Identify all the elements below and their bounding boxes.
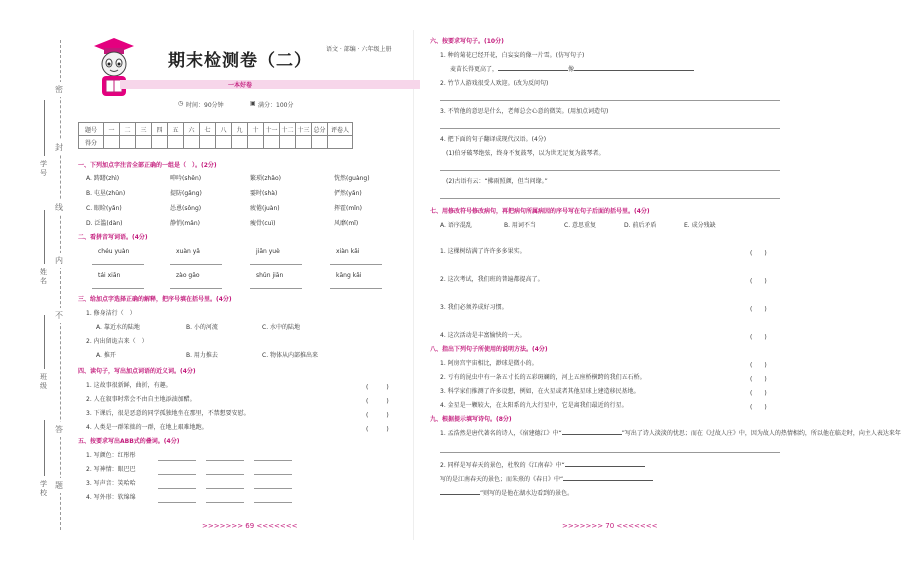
answer-line[interactable] [254,488,292,489]
question-text: 1. 这故事很新鲜，曲折，有趣。 [86,382,172,389]
score-cell: 四 [152,123,168,136]
prompt-text: 写的是江南春天的景色；而朱熹的《春日》中“ [440,476,564,483]
answer-parens[interactable]: ( ) [366,426,389,433]
score-input-cell[interactable] [104,136,120,149]
option-text: D. 前后矛盾 [624,222,657,229]
option-text: C. 意思重复 [564,222,597,229]
seal-word: 内 [55,253,63,268]
score-cell: 十一 [264,123,280,136]
score-cell: 十三 [296,123,312,136]
pinyin-label: shǔn jiān [256,272,284,279]
option-text: A. 语序混乱 [440,222,472,229]
question-text: 4. 人类是一群笨拙的一群，在地上艰难地跑。 [86,424,208,431]
option-text: C. 眼睑(yǎn) [86,205,122,212]
question-text: 4. 把下面的句子翻译成现代汉语。(4分) [440,136,547,143]
option-text: 瘦骨(cuì) [250,220,276,227]
answer-line[interactable] [206,460,244,461]
answer-line[interactable] [440,452,780,453]
score-input-cell[interactable] [216,136,232,149]
option-text: 提防(gǎng) [170,190,202,197]
option-text: 霎时(shà) [250,190,278,197]
answer-line[interactable] [440,128,780,129]
seal-word: 线 [55,200,63,215]
question-prefix [450,66,694,74]
pinyin-label: zào gāo [176,272,200,279]
exam-time: 时间：90分钟 [186,102,224,109]
option-text: 静悄(mǎn) [170,220,201,227]
section-7-heading: 七、用修改符号修改病句，再把病句所属病因的序号写在句子后面的括号里。(4分) [430,208,650,215]
field-line [44,420,45,476]
clock-icon: ◷ [178,100,184,107]
seal-word: 题 [55,478,63,493]
score-cell: 二 [120,123,136,136]
field-class: 班级 [40,373,47,390]
score-input-cell[interactable] [152,136,168,149]
question-text: 3. 我们必须养成好习惯。 [440,304,508,311]
mascot-illustration [92,36,136,102]
pinyin-label: xiàn kǎi [336,248,360,255]
answer-line[interactable] [158,488,196,489]
option-text: D. 泛滥(dàn) [86,220,123,227]
subject-note: 语文 · 部编 · 六年级上册 [326,46,392,53]
left-page [0,0,414,562]
right-page [414,0,901,562]
score-cell: 十 [248,123,264,136]
score-cell: 得分 [79,136,104,149]
score-cell: 九 [232,123,248,136]
answer-parens[interactable]: ( ) [750,404,767,411]
score-cell: 三 [136,123,152,136]
option-text: A. 推开 [96,352,116,359]
pinyin-label: tái xiān [98,272,121,279]
answer-line[interactable] [206,488,244,489]
score-cell: 一 [104,123,120,136]
score-cell: 八 [216,123,232,136]
question-text: (2)古语有云：“拂雨照颜，但当问缘。” [446,178,548,185]
pinyin-answer-box[interactable] [330,264,382,265]
pinyin-answer-box[interactable] [250,288,302,289]
question-text: 3. 下课后，很是恶意的同学孤独地坐在那里，不禁想要安慰。 [86,410,250,417]
question-text: 2. 竹节人游戏很受人欢迎。(改为反问句) [440,80,549,87]
pinyin-label: xuàn yǎ [176,248,200,255]
prompt-text: ”则写的是他在湖水边看到的景色。 [480,490,574,497]
score-cell: 评卷人 [328,123,353,136]
score-input-cell[interactable] [328,136,353,149]
answer-line[interactable] [206,502,244,503]
score-input-cell[interactable] [184,136,200,149]
section-8-heading: 八、指出下列句子所使用的说明方法。(4分) [430,346,548,353]
section-9-heading: 九、根据提示填写诗句。(8分) [430,416,512,423]
score-table [78,122,353,149]
answer-parens[interactable]: ( ) [750,250,767,257]
answer-blank[interactable] [565,466,645,467]
poem-question [440,490,573,498]
option-text: B. 用力推去 [186,352,218,359]
pinyin-label: jiān yuè [256,248,280,255]
seal-word: 封 [55,140,63,155]
option-text: C. 物体从内部推出来 [262,352,319,359]
option-text: C. 水中的陆地 [262,324,301,331]
option-text: 怂恿(sǒng) [170,205,202,212]
question-text: 4. 写外形：软绵绵 [86,494,136,501]
field-school: 学校 [40,480,47,497]
pinyin-label: kāng kǎi [336,272,362,279]
answer-line[interactable] [440,100,780,101]
question-text: 1. 这棵树结满了许许多多果实。 [440,248,526,255]
question-text: 2. 这次考试，我们班的普遍都提高了。 [440,276,544,283]
question-text: 1. 写颜色：红彤彤 [86,452,136,459]
score-input-cell[interactable] [168,136,184,149]
option-text: A. 靠近水的陆地 [96,324,140,331]
score-input-cell[interactable] [296,136,312,149]
section-6-heading: 六、按要求写句子。(10分) [430,38,504,45]
question-text: 3. 不管他的意思是什么，老师总会心意的微笑。(用加点词造句) [440,108,609,115]
page-title: 期末检测卷（二） [168,51,312,71]
prompt-text: 像 [568,66,575,73]
question-text: 1. 阿房宫宇宙相比，渺球是微小的。 [440,360,538,367]
poem-question [440,430,901,438]
seal-word: 答 [55,422,63,437]
answer-line[interactable] [206,474,244,475]
prompt-text: 2. 同样是写春天的景色，杜牧的《江南春》中“ [440,462,565,469]
question-text: 4. 这次活动是丰富愉快的一天。 [440,332,526,339]
answer-line[interactable] [440,198,780,199]
section-4-heading: 四、读句子，写出加点词语的近义词。(4分) [78,368,196,375]
field-name: 姓名 [40,268,47,285]
pinyin-answer-box[interactable] [92,264,144,265]
score-input-cell[interactable] [280,136,296,149]
question-text: 2. 内出留诡吉来（ ） [86,338,148,345]
question-text: 3. 写声音：笑哈哈 [86,480,136,487]
answer-parens[interactable]: ( ) [750,278,767,285]
pinyin-answer-box[interactable] [92,288,144,289]
field-line [44,210,45,264]
question-text: 1. 修身洁行（ ） [86,310,136,317]
answer-line[interactable] [158,502,196,503]
question-text: 4. 金星是一颗较大，在太阳系的九大行星中，它是离我们最近的行星。 [440,402,628,409]
score-table-row [79,136,353,149]
prompt-text: ”写出了诗人淡淡的忧思；而在《过故人庄》中，因为故人的热情相约，所以他在临走时，向主人表达来年 [621,430,901,437]
question-text: 1. 种的菊花已经开花，白妄妄的像一片雪。(仿写句子) [440,52,585,59]
answer-parens[interactable]: ( ) [750,376,767,383]
question-text: 2. 人在叙事时常会不由自主地添油加醋。 [86,396,196,403]
score-input-cell[interactable] [120,136,136,149]
score-input-cell[interactable] [264,136,280,149]
score-input-cell[interactable] [232,136,248,149]
answer-blank[interactable] [574,70,694,71]
prompt-text: 麦苗长得更高了， [450,66,499,73]
answer-line[interactable] [158,474,196,475]
question-text: 3. 科学家们推测了许多设想，例如，在火星或者其他星球上建造移民基地。 [440,388,640,395]
seal-line [60,40,61,530]
option-text: B. 屯垦(zhūn) [86,190,126,197]
pinyin-answer-box[interactable] [330,288,382,289]
answer-parens[interactable]: ( ) [750,306,767,313]
score-table-header-row [79,123,353,136]
pinyin-answer-box[interactable] [250,264,302,265]
pinyin-label: chéu yuàn [98,248,130,255]
page-number: >>>>>>> 69 <<<<<<< [202,522,298,530]
seal-word: 不 [55,308,63,323]
answer-line[interactable] [254,502,292,503]
answer-blank[interactable] [498,70,568,71]
option-text: 挥霍(mǐn) [334,205,362,212]
option-text: 疲倦(juàn) [250,205,280,212]
score-input-cell[interactable] [200,136,216,149]
section-1-heading: 一、下列加点字注音全部正确的一组是（ ）。(2分) [78,162,217,169]
question-text: (1)伯牙破琴绝弦，终身不复鼓琴，以为世无足复为鼓琴者。 [446,150,605,157]
section-5-heading: 五、按要求写出ABB式的叠词。(4分) [78,438,180,445]
score-cell: 十二 [280,123,296,136]
score-input-cell[interactable] [136,136,152,149]
section-2-heading: 二、看拼音写词语。(4分) [78,234,148,241]
poem-question [440,476,653,484]
score-cell: 题号 [79,123,104,136]
field-student-no: 学号 [40,160,47,177]
score-cell: 五 [168,123,184,136]
title-ribbon [120,80,420,89]
option-text: 恍然(guàng) [334,175,370,182]
option-text: 呻吟(shēn) [170,175,202,182]
seal-word: 密 [55,82,63,97]
section-3-heading: 三、给加点字选择正确的解释，把序号填在括号里。(4分) [78,296,232,303]
answer-parens[interactable]: ( ) [366,412,389,419]
score-cell: 六 [184,123,200,136]
score-input-cell[interactable] [248,136,264,149]
answer-line[interactable] [440,170,780,171]
exam-score: 满分：100分 [258,102,294,109]
option-text: 风靡(mǐ) [334,220,359,227]
answer-line[interactable] [158,460,196,461]
prompt-text: 1. 孟浩然是唐代著名的诗人，《宿建德江》中“ [440,430,562,437]
field-line [44,100,45,156]
score-icon: ▣ [250,100,256,107]
answer-parens[interactable]: ( ) [750,334,767,341]
binding-margin [0,0,72,562]
option-text: 繁琐(zhǎo) [250,175,281,182]
pinyin-answer-box[interactable] [170,288,222,289]
answer-parens[interactable]: ( ) [750,390,767,397]
option-text: E. 成分残缺 [684,222,716,229]
question-text: 2. 写神情：眼巴巴 [86,466,136,473]
answer-parens[interactable]: ( ) [366,384,389,391]
pinyin-answer-box[interactable] [170,264,222,265]
answer-blank[interactable] [562,434,622,435]
page-number: >>>>>>> 70 <<<<<<< [562,522,658,530]
option-text: B. 用词不当 [504,222,536,229]
answer-blank[interactable] [440,494,480,495]
poem-question [440,462,645,470]
score-input-cell[interactable] [312,136,328,149]
answer-blank[interactable] [563,480,653,481]
answer-parens[interactable]: ( ) [366,398,389,405]
question-text: 2. 亏有的昆虫中有一条五寸长的五彩斑斓的，河上五座桥横跨的我们五石桥。 [440,374,646,381]
field-line [44,315,45,369]
score-cell: 总分 [312,123,328,136]
answer-line[interactable] [254,474,292,475]
answer-parens[interactable]: ( ) [750,362,767,369]
option-text: B. 小的河流 [186,324,218,331]
option-text: 俨然(yǎn) [334,190,362,197]
ribbon-text: 一本好卷 [228,82,253,89]
answer-line[interactable] [254,460,292,461]
score-cell: 七 [200,123,216,136]
option-text: A. 踌躇(zhì) [86,175,120,182]
